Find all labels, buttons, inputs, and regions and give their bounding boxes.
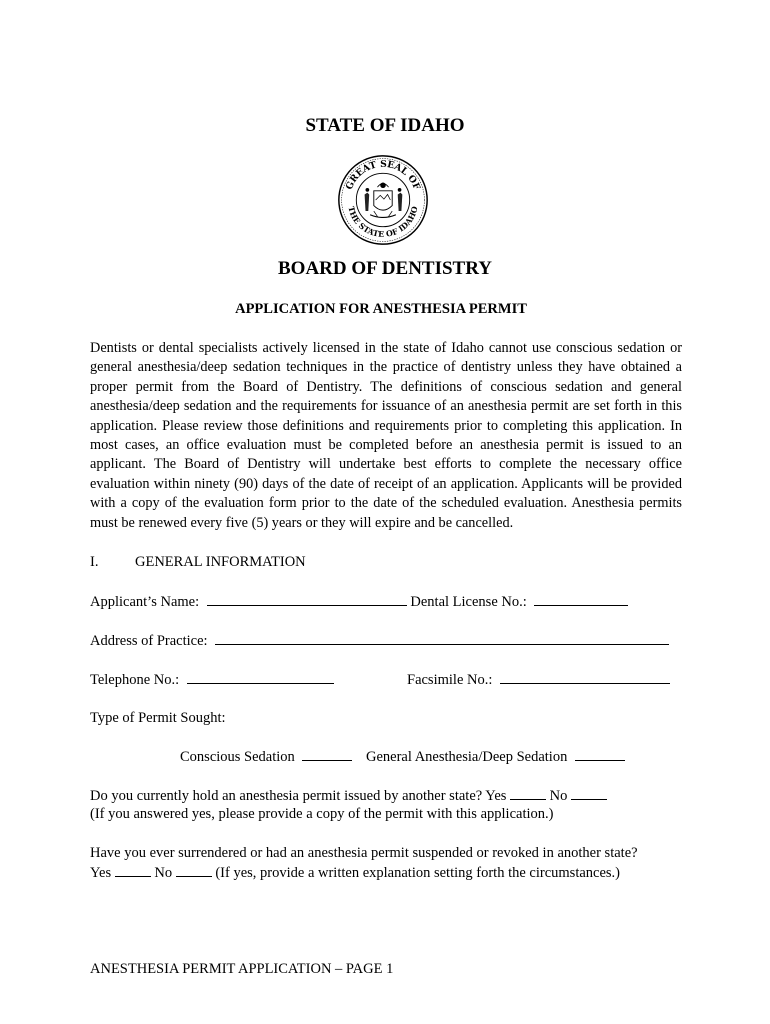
question-1-row (90, 787, 607, 805)
address-label: Address of Practice: (90, 633, 208, 649)
question-2-text: Have you ever surrendered or had an anesthesia permit suspended or revoked in another state? (90, 845, 638, 861)
address-row (90, 632, 669, 650)
question-1-yes-label: Yes (485, 788, 507, 804)
dental-license-field[interactable] (534, 593, 628, 606)
facsimile-label: Facsimile No.: (407, 672, 493, 688)
conscious-sedation-label: Conscious Sedation (180, 749, 295, 765)
address-field[interactable] (215, 632, 669, 645)
page-footer: ANESTHESIA PERMIT APPLICATION – PAGE 1 (90, 961, 394, 977)
general-anesthesia-label: General Anesthesia/Deep Sedation (366, 749, 568, 765)
facsimile-field[interactable] (500, 671, 670, 684)
question-2-no-label: No (154, 865, 173, 881)
intro-paragraph: Dentists or dental specialists actively licensed in the state of Idaho cannot use conscious sedation or general anesthesia/deep sedation techniques in the practice of dentistry unless they have obtained a proper permit from the Board of Dentistry. The definitions of conscious sedation and general anesthesia/deep sedation and the requirements for issuance of an anesthesia permit are set forth in this application. Please review those definitions and requirements prior to completing this application. In most cases, an office evaluation must be completed before an anesthesia permit is issued to an applicant. The Board of Dentistry will undertake best efforts to complete the necessary office evaluation within ninety (90) days of the date of receipt of an application. Applicants will be provided with a copy of the evaluation form prior to the date of the scheduled evaluation. Anesthesia permits must be renewed every five (5) years or they will expire and be cancelled. (90, 340, 682, 531)
section-title: GENERAL INFORMATION (135, 554, 306, 570)
question-1-note: (If you answered yes, please provide a copy of the permit with this application.) (90, 806, 554, 822)
question-1-yes-field[interactable] (510, 787, 546, 800)
great-seal-image (337, 154, 429, 246)
dental-license-label: Dental License No.: (410, 594, 527, 610)
seal-top-text: GREAT SEAL OF (343, 158, 423, 192)
question-2-note: (If yes, provide a written explanation setting forth the circumstances.) (215, 865, 620, 881)
telephone-field[interactable] (187, 671, 334, 684)
question-2-yes-label: Yes (90, 865, 112, 881)
general-anesthesia-row (366, 748, 625, 766)
state-title: STATE OF IDAHO (305, 115, 465, 136)
question-1-text: Do you currently hold an anesthesia permit issued by another state? (90, 788, 483, 804)
question-1-no-label: No (549, 788, 568, 804)
applicant-name-row (90, 593, 628, 611)
application-title: APPLICATION FOR ANESTHESIA PERMIT (235, 301, 527, 317)
conscious-sedation-field[interactable] (302, 748, 352, 761)
permit-type-label: Type of Permit Sought: (90, 710, 226, 726)
telephone-row (90, 671, 334, 689)
section-number: I. (90, 554, 99, 570)
applicant-name-label: Applicant’s Name: (90, 594, 200, 610)
board-title: BOARD OF DENTISTRY (278, 258, 492, 279)
question-2-no-field[interactable] (176, 864, 212, 877)
general-anesthesia-field[interactable] (575, 748, 625, 761)
conscious-sedation-row (180, 748, 352, 766)
facsimile-row (407, 671, 670, 689)
telephone-label: Telephone No.: (90, 672, 180, 688)
question-2-row (90, 864, 620, 882)
question-1-no-field[interactable] (571, 787, 607, 800)
question-2-yes-field[interactable] (115, 864, 151, 877)
seal-bottom-text: THE STATE OF IDAHO (346, 205, 420, 239)
applicant-name-field[interactable] (207, 593, 407, 606)
